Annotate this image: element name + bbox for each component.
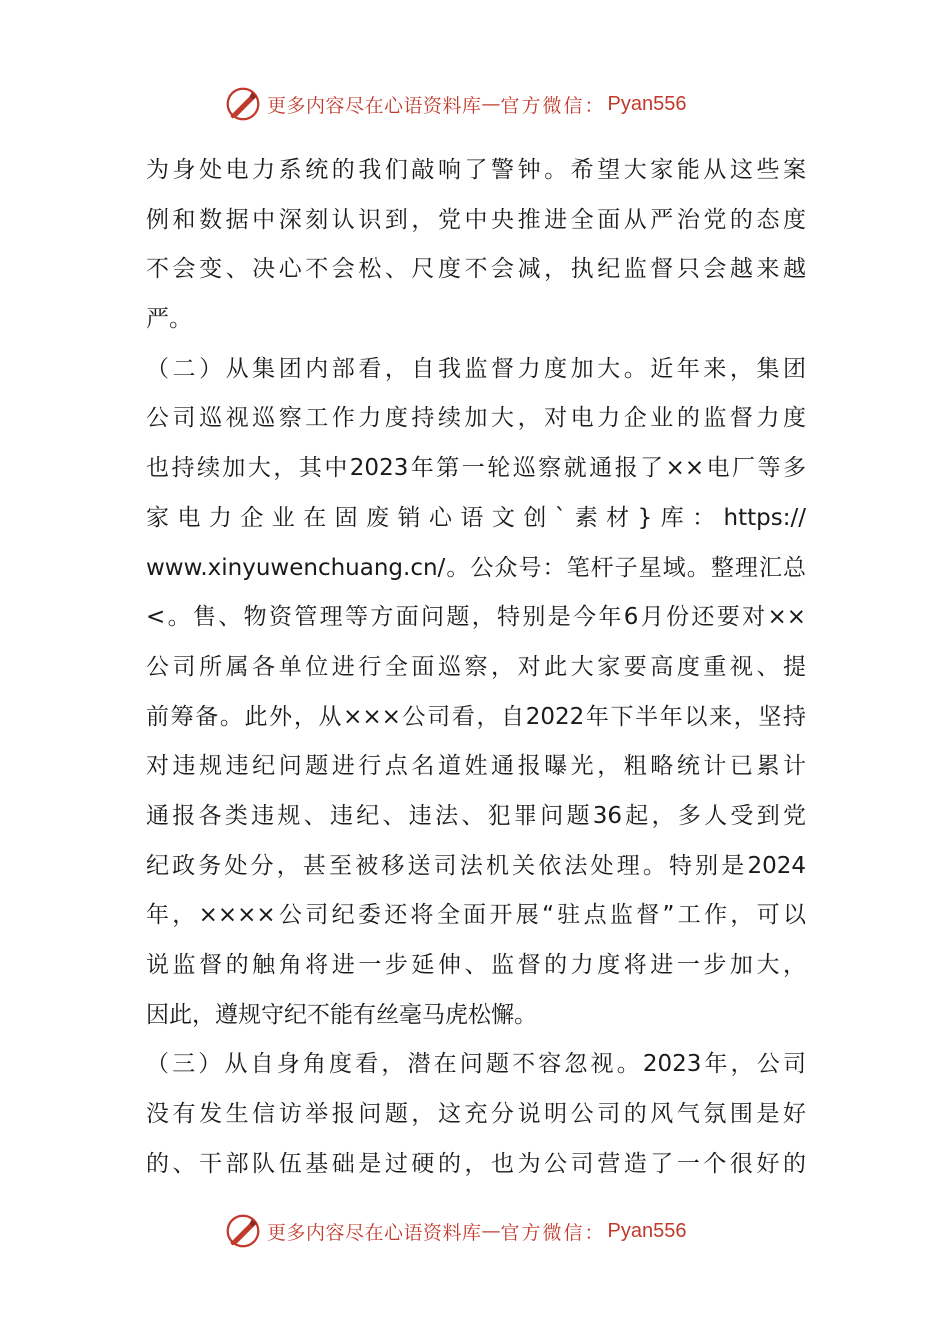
text-line: 纪政务处分，甚至被移送司法机关依法处理。特别是2024 (146, 852, 806, 879)
document-body (146, 146, 806, 1189)
text-line: 没有发生信访举报问题，这充分说明公司的风气氛围是好 (146, 1101, 806, 1128)
footer-site-text: 更多内容尽在心语资料库 (267, 1221, 482, 1244)
text-line: 也持续加大，其中2023年第一轮巡察就通报了××电厂等多 (146, 455, 806, 482)
text-line: 不会变、决心不会松、尺度不会减，执纪监督只会越来越 (146, 256, 806, 283)
text-line: 的、干部队伍基础是过硬的，也为公司营造了一个很好的 (146, 1150, 806, 1177)
footer-banner (225, 1211, 687, 1251)
pen-logo-icon (225, 86, 261, 122)
header-wechat-id: Pyan556 (607, 92, 687, 115)
footer-separator: — (481, 1220, 501, 1242)
text-line: 公司巡视巡察工作力度持续加大，对电力企业的监督力度 (146, 405, 806, 432)
header-separator: — (481, 93, 501, 115)
text-line: 对违规违纪问题进行点名道姓通报曝光，粗略统计已累计 (146, 753, 806, 780)
text-line: <。售、物资管理等方面问题，特别是今年6月份还要对×× (146, 604, 806, 631)
text-line: 家电力企业在固废销心语文创`素材}库：https:// (146, 504, 806, 531)
text-line: www.xinyuwenchuang.cn/。公众号：笔杆子星域。整理汇总 (146, 554, 806, 581)
footer-wechat-label: 官方微信： (500, 1221, 606, 1244)
header-banner (225, 84, 687, 124)
text-line: 严。 (146, 306, 192, 333)
text-line: 公司所属各单位进行全面巡察，对此大家要高度重视、提 (146, 653, 806, 680)
pen-logo-icon (225, 1213, 261, 1249)
text-line: 因此，遵规守纪不能有丝毫马虎松懈。 (146, 1001, 537, 1028)
text-line: （二）从集团内部看，自我监督力度加大。近年来，集团 (146, 355, 806, 382)
text-line: （三）从自身角度看，潜在问题不容忽视。2023年，公司 (146, 1051, 806, 1078)
header-site-text: 更多内容尽在心语资料库 (267, 94, 482, 117)
header-wechat-label: 官方微信： (500, 94, 606, 117)
footer-wechat-id: Pyan556 (607, 1219, 687, 1242)
text-line: 通报各类违规、违纪、违法、犯罪问题36起，多人受到党 (146, 802, 806, 829)
text-line: 例和数据中深刻认识到，党中央推进全面从严治党的态度 (146, 206, 806, 233)
text-line: 为身处电力系统的我们敲响了警钟。希望大家能从这些案 (146, 157, 806, 183)
text-line: 年，××××公司纪委还将全面开展“驻点监督”工作，可以 (146, 902, 806, 929)
text-line: 说监督的触角将进一步延伸、监督的力度将进一步加大， (146, 952, 806, 978)
text-line: 前筹备。此外，从×××公司看，自2022年下半年以来，坚持 (146, 703, 806, 730)
